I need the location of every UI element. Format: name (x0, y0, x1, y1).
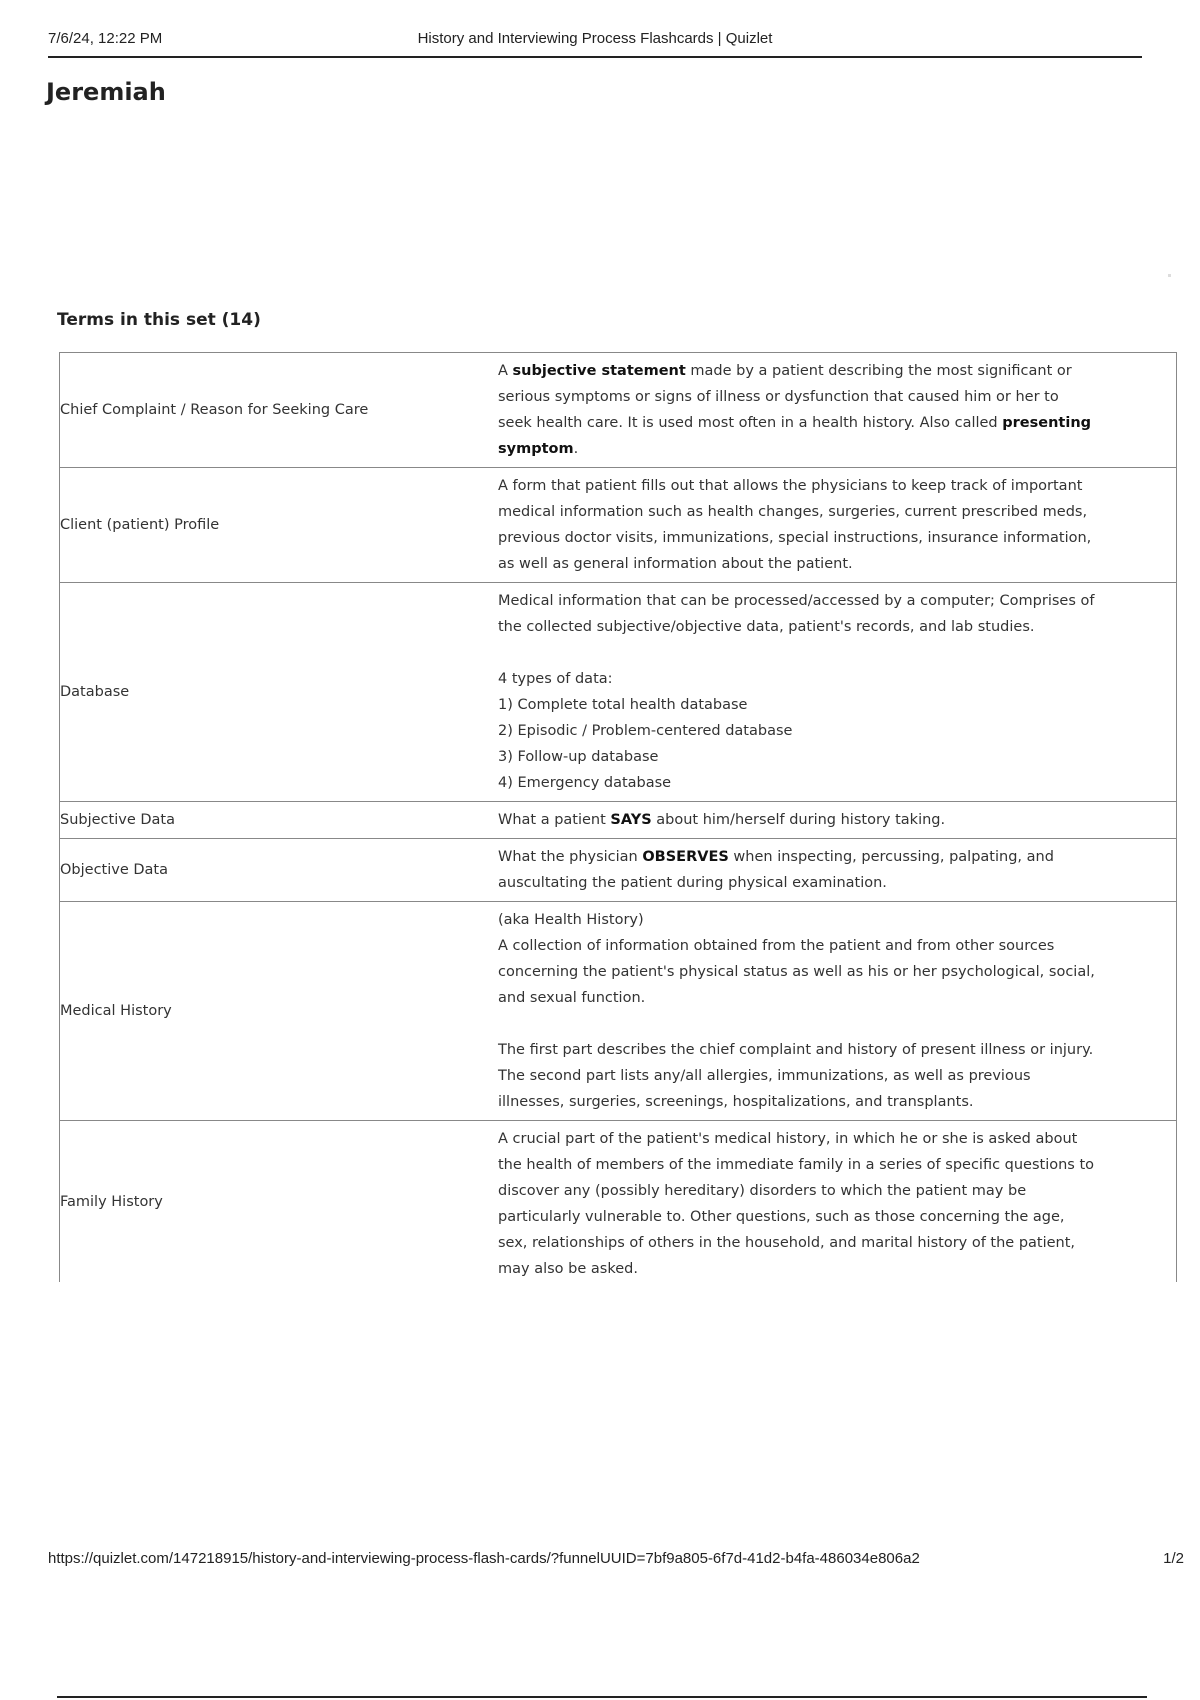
term-text: Objective Data (60, 839, 439, 902)
term-text: Medical History (60, 902, 439, 1121)
term-text: Family History (60, 1121, 439, 1283)
definition-text (438, 353, 1177, 468)
paragraph-gap (498, 1011, 1096, 1037)
definition-text (438, 802, 1177, 839)
emphasized-term: subjective statement (512, 363, 686, 379)
page-url: https://quizlet.com/147218915/history-and-interviewing-process-flash-cards/?funnelUUID=7bf9a805-6f7d-41d2-b4fa-486034e806a2 (48, 1550, 920, 1567)
definition-text (438, 583, 1177, 802)
terms-heading: Terms in this set (14) (57, 310, 261, 330)
definition-text (438, 468, 1177, 583)
term-row (60, 353, 1177, 468)
decorative-dot (1168, 274, 1171, 277)
page-number: 1/2 (1163, 1550, 1184, 1567)
terms-table (59, 352, 1177, 1282)
definition-paragraph: 2) Episodic / Problem-centered database (498, 723, 793, 739)
emphasized-term: presenting symptom (498, 415, 1092, 457)
definition-text (438, 839, 1177, 902)
definition-paragraph: A subjective statement made by a patient describing the most significant or serious symptoms or signs of illness or dysfunction that caused him or her to seek health care. It is used most often in a health history. Also called presenting symptom. (498, 363, 1092, 457)
definition-paragraph: 1) Complete total health database (498, 697, 748, 713)
term-row (60, 468, 1177, 583)
print-header (48, 28, 1142, 58)
definition-paragraph: 4 types of data: (498, 671, 613, 687)
emphasized-term: SAYS (610, 812, 652, 828)
term-text: Subjective Data (60, 802, 439, 839)
definition-paragraph: A form that patient fills out that allows the physicians to keep track of important medical information such as health changes, surgeries, current prescribed meds, previous doctor visits, immunizations, special instructions, insurance information, as well as general information about the patient. (498, 478, 1092, 572)
definition-paragraph: The first part describes the chief complaint and history of present illness or injury. The second part lists any/all allergies, immunizations, as well as previous illnesses, surgeries, screenings, hospitalizations, and transplants. (498, 1042, 1094, 1110)
definition-paragraph: Medical information that can be processed/accessed by a computer; Comprises of the collected subjective/objective data, patient's records, and lab studies. (498, 593, 1095, 635)
print-date: 7/6/24, 12:22 PM (48, 30, 163, 47)
definition-paragraph: 3) Follow-up database (498, 749, 659, 765)
term-row (60, 1121, 1177, 1283)
term-row (60, 839, 1177, 902)
definition-paragraph: A crucial part of the patient's medical history, in which he or she is asked about the health of members of the immediate family in a series of specific questions to discover any (possibly hereditary) disorders to which the patient may be particularly vulnerable to. Other questions, such as those concerning the age, sex, relationships of others in the household, and marital history of the patient, may also be asked. (498, 1131, 1095, 1277)
term-text: Database (60, 583, 439, 802)
definition-paragraph: 4) Emergency database (498, 775, 672, 791)
term-row (60, 583, 1177, 802)
definition-paragraph: What the physician OBSERVES when inspecting, percussing, palpating, and auscultating the patient during physical examination. (498, 849, 1054, 891)
emphasized-term: OBSERVES (642, 849, 729, 865)
definition-text (438, 1121, 1177, 1283)
bottom-rule (57, 1696, 1147, 1698)
term-row (60, 802, 1177, 839)
term-row (60, 902, 1177, 1121)
definition-text (438, 902, 1177, 1121)
author-name[interactable]: Jeremiah (46, 78, 166, 106)
term-text: Chief Complaint / Reason for Seeking Care (60, 353, 439, 468)
paragraph-gap (498, 640, 1096, 666)
definition-paragraph: A collection of information obtained from the patient and from other sources concerning the patient's physical status as well as his or her psychological, social, and sexual function. (498, 938, 1095, 1006)
definition-paragraph: What a patient SAYS about him/herself during history taking. (498, 812, 946, 828)
definition-paragraph: (aka Health History) (498, 912, 644, 928)
document-title: History and Interviewing Process Flashcards | Quizlet (417, 30, 773, 47)
term-text: Client (patient) Profile (60, 468, 439, 583)
